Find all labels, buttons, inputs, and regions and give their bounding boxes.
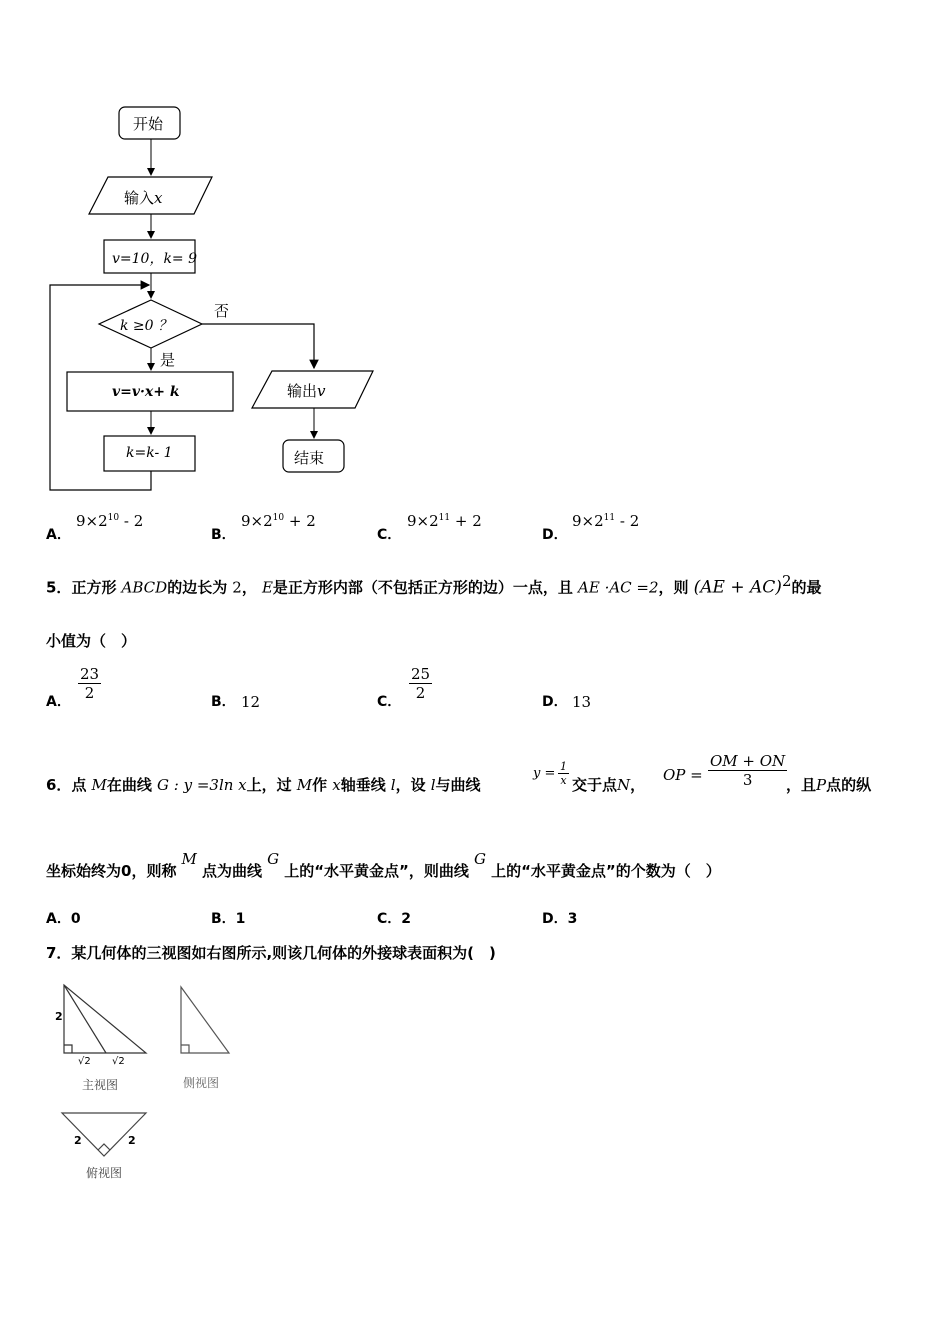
- q6-option-b[interactable]: B．1: [211, 911, 246, 927]
- front-height-label: 2: [55, 1010, 63, 1023]
- init-label: v=10，k= 9: [112, 251, 198, 267]
- q6-options: [46, 908, 686, 930]
- start-label: 开始: [133, 115, 164, 133]
- update-k-label: k=k- 1: [126, 445, 173, 461]
- q6-option-a[interactable]: A．0: [46, 911, 81, 927]
- q5-stem-line2: 小值为（ ）: [46, 632, 137, 650]
- q6-option-d[interactable]: D．3: [542, 911, 578, 927]
- top-right-label: 2: [128, 1134, 136, 1147]
- q7-stem: 7．某几何体的三视图如右图所示,则该几何体的外接球表面积为( ): [46, 944, 496, 962]
- condition-label: k ≥0 ？: [120, 318, 173, 334]
- update-v-label: v=v·x+ k: [112, 384, 180, 400]
- three-view-figure: [40, 975, 260, 1190]
- q6-option-c[interactable]: C．2: [377, 911, 412, 927]
- output-label: 输出v: [287, 382, 326, 400]
- end-label: 结束: [294, 449, 325, 467]
- flowchart: [0, 0, 420, 500]
- top-left-label: 2: [74, 1134, 82, 1147]
- front-view: [64, 985, 146, 1053]
- q6-stem-line2: 坐标始终为0，则称 M 点为曲线 G 上的“水平黄金点”，则曲线 G 上的“水平黄金点”的个数为（ ）: [46, 850, 721, 880]
- front-view-caption: 主视图: [82, 1078, 119, 1092]
- input-label: 输入x: [124, 189, 163, 207]
- front-base-label-1: √2: [78, 1056, 91, 1067]
- q6-stem: 6．点 M在曲线 G : y =3ln x上，过 M作 x轴垂线 l，设 l与曲线 y = $\frac{1}{x}$ 交于点N， OP = $\frac{OM + ON}{3}$ ，且P点的纵: [46, 752, 872, 794]
- front-base-label-2: √2: [112, 1056, 125, 1067]
- top-view-caption: 俯视图: [86, 1166, 123, 1180]
- side-view: [181, 987, 229, 1053]
- q5-stem: 5．正方形 ABCD的边长为 2， E是正方形内部（不包括正方形的边）一点，且 AE ·AC =2，则 (AE + AC)$^2$的最: [46, 572, 822, 598]
- side-view-caption: 侧视图: [183, 1076, 220, 1090]
- q4-options: A． $9\times 2^{10} - 2$ B． $9\times 2^{10} + 2$ C． $9\times 2^{11} + 2$ D． $9\times 2^{11} - 2$: [46, 512, 640, 543]
- q5-options: A． $\frac{23}{2}$ B． 12 C． $\frac{25}{2}$ D． 13: [46, 665, 592, 711]
- yes-label: 是: [160, 351, 176, 369]
- no-label: 否: [214, 302, 230, 320]
